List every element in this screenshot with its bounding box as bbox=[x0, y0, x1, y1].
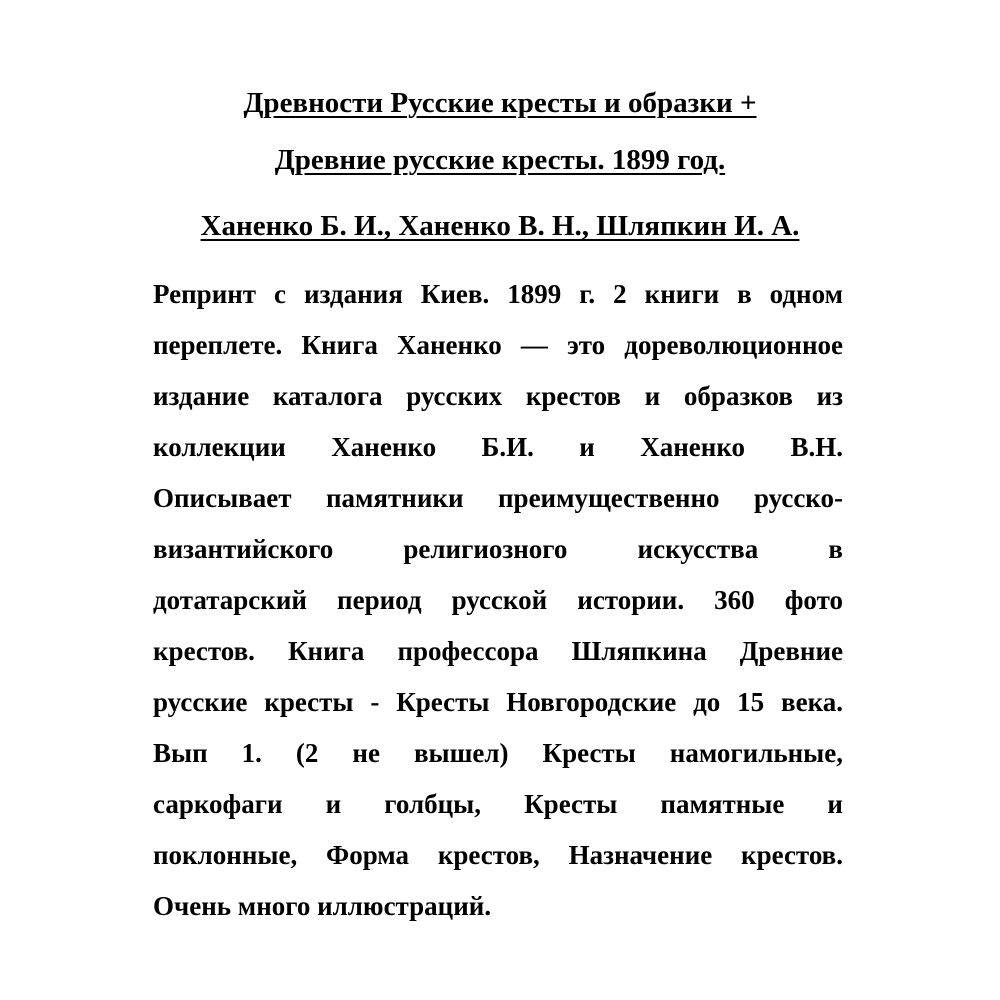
description-line: переплете. Книга Ханенко — это дореволюционное bbox=[153, 330, 843, 360]
authors-line: Ханенко Б. И., Ханенко В. Н., Шляпкин И. А. bbox=[200, 210, 800, 242]
description-line: коллекции Ханенко Б.И. и Ханенко В.Н. bbox=[153, 432, 843, 462]
title-line-1: Древности Русские кресты и образки + bbox=[243, 87, 757, 119]
description-line: поклонные, Форма крестов, Назначение крестов. bbox=[153, 840, 843, 870]
description-line: Вып 1. (2 не вышел) Кресты намогильные, bbox=[153, 738, 843, 768]
description-line: издание каталога русских крестов и образков из bbox=[153, 381, 843, 411]
title-line-2: Древние русские кресты. 1899 год. bbox=[274, 144, 726, 176]
description-line: саркофаги и голбцы, Кресты памятные и bbox=[153, 789, 843, 819]
description-line: Репринт с издания Киев. 1899 г. 2 книги в одном bbox=[153, 279, 843, 309]
description-line: византийского религиозного искусства в bbox=[153, 534, 843, 564]
description-line: Очень много иллюстраций. bbox=[153, 891, 492, 921]
description-line: крестов. Книга профессора Шляпкина Древние bbox=[153, 636, 843, 666]
description-line: Описывает памятники преимущественно русско- bbox=[153, 483, 843, 513]
description-line: русские кресты - Кресты Новгородские до 15 века. bbox=[153, 687, 843, 717]
description-line: дотатарский период русской истории. 360 фото bbox=[153, 585, 843, 615]
